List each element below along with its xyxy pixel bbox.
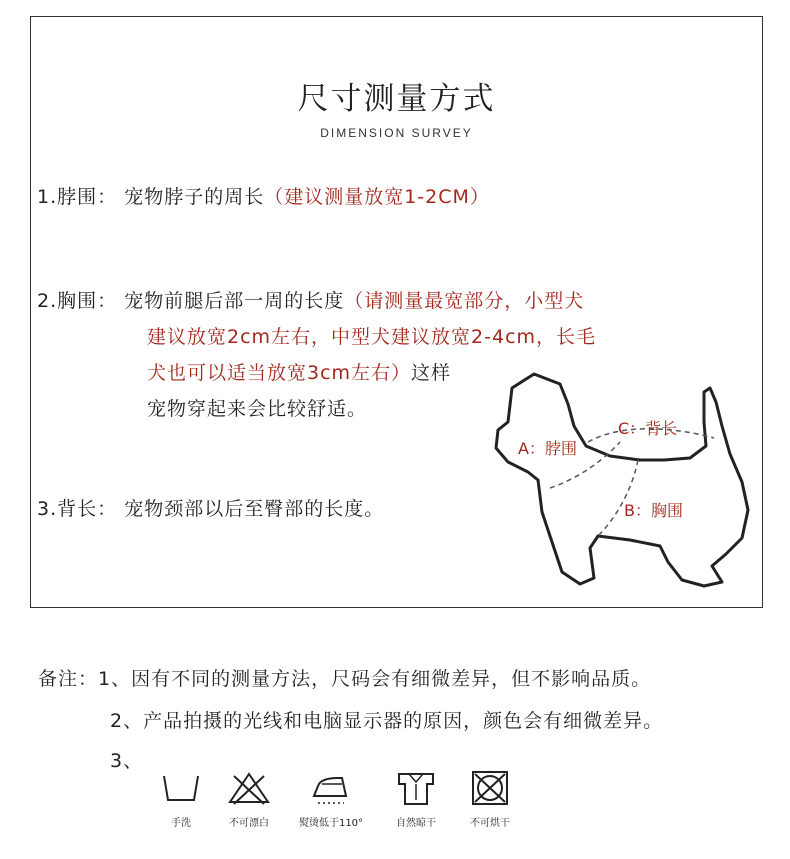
no-tumble-dry-icon [467, 770, 513, 806]
label-b: B：胸围 [624, 501, 683, 520]
care-label-dry: 自然晾干 [396, 818, 436, 829]
chest-note-3: 犬也可以适当放宽3cm左右） [147, 362, 412, 384]
chest-item [37, 289, 584, 313]
note-1: 1、因有不同的测量方法，尺码会有细微差异，但不影响品质。 [98, 668, 652, 690]
chest-note-1: （请测量最宽部分，小型犬 [344, 290, 585, 312]
chest-dashed-line [598, 460, 638, 536]
chest-tail-1: 这样 [411, 362, 452, 384]
back-item [37, 497, 384, 521]
chest-note-2: 建议放宽2cm左右，中型犬建议放宽2-4cm，长毛 [147, 326, 597, 348]
neck-note: （建议测量放宽1-2CM） [264, 186, 490, 208]
neck-label: 1.脖围： [37, 186, 118, 208]
back-desc: 宠物颈部以后至臀部的长度。 [124, 498, 385, 520]
note-2: 2、产品拍摄的光线和电脑显示器的原因，颜色会有细微差异。 [110, 710, 664, 732]
note-1-line [38, 664, 651, 691]
care-item-iron [296, 770, 366, 829]
neck-desc: 宠物脖子的周长 [124, 186, 265, 208]
care-item-bleach [214, 770, 284, 829]
back-label: 3.背长： [37, 498, 118, 520]
iron-icon [308, 770, 354, 806]
dry-in-shade-icon [393, 770, 439, 806]
page-subtitle: DIMENSION SURVEY [320, 126, 473, 140]
chest-tail-2: 宠物穿起来会比较舒适。 [147, 398, 368, 420]
care-item-wash [146, 770, 216, 829]
care-label-tumble: 不可烘干 [470, 818, 510, 829]
notes-prefix: 备注： [38, 668, 99, 690]
chest-label: 2.胸围： [37, 290, 118, 312]
dog-diagram [490, 362, 760, 594]
care-label-iron: 熨烫低于110° [298, 818, 364, 829]
chest-desc: 宠物前腿后部一周的长度 [124, 290, 345, 312]
care-label-wash: 手洗 [171, 818, 191, 829]
label-a: A：脖围 [518, 439, 577, 458]
wash-basin-icon [158, 770, 204, 806]
no-bleach-icon [226, 770, 272, 806]
note-3: 3、 [110, 750, 144, 772]
chest-note-3-line [147, 361, 451, 385]
care-item-tumble [455, 770, 525, 829]
care-item-dry [381, 770, 451, 829]
page-title: 尺寸测量方式 [297, 81, 496, 117]
care-label-bleach: 不可漂白 [229, 818, 269, 829]
dog-outline [496, 374, 748, 586]
neck-item [37, 185, 490, 209]
label-c: C：背长 [618, 419, 678, 438]
